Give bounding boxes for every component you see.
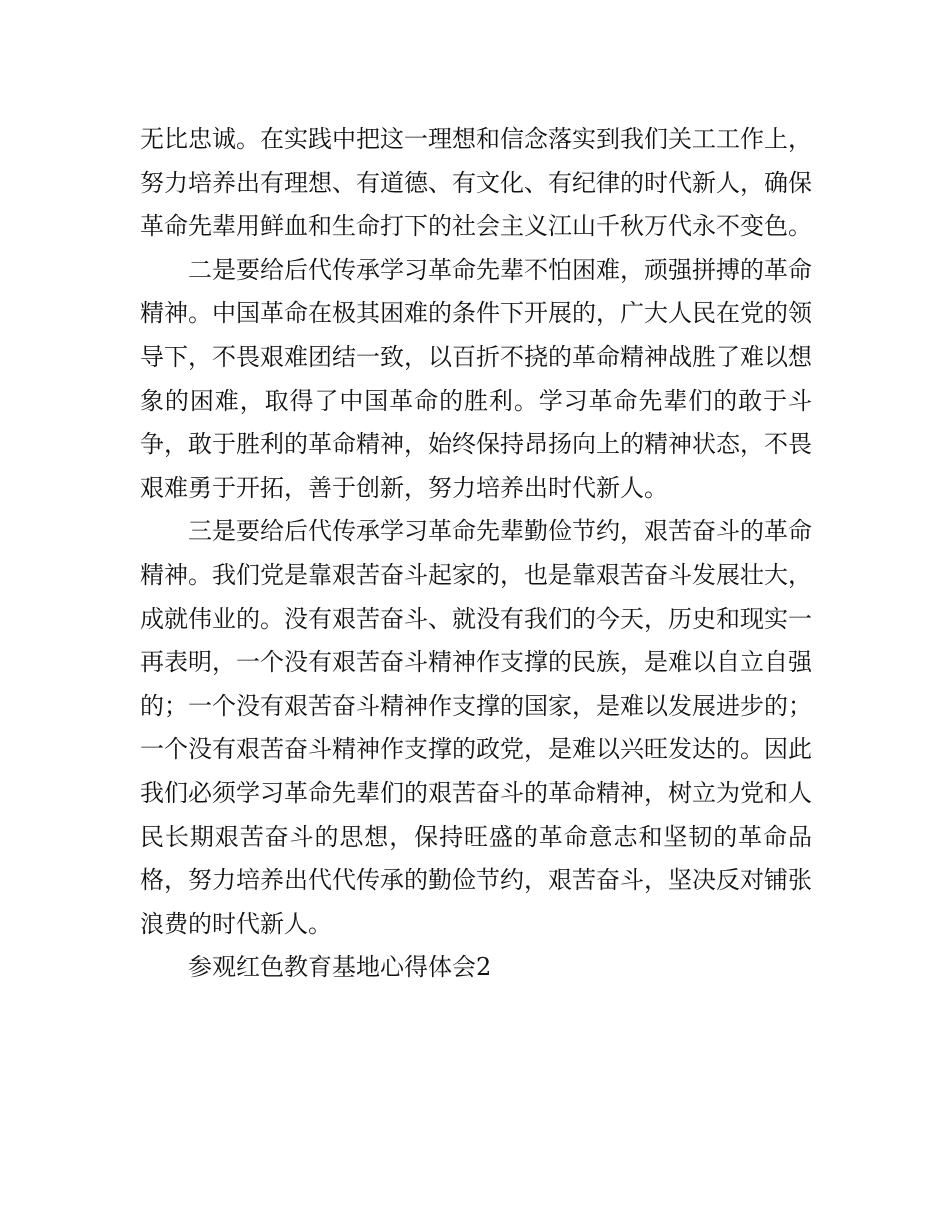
paragraph-second-point: 二是要给后代传承学习革命先辈不怕困难，顽强拼搏的革命精神。中国革命在极其困难的条件下开展的，广大人民在党的领导下，不畏艰难团结一致，以百折不挠的革命精神战胜了难以想象的困难，取得了中国革命的胜利。学习革命先辈们的敢于斗争，敢于胜利的革命精神，始终保持昂扬向上的精神状态，不畏艰难勇于开拓，善于创新，努力培养出时代新人。 [140, 255, 812, 502]
paragraph-continuation: 无比忠诚。在实践中把这一理想和信念落实到我们关工工作上，努力培养出有理想、有道德、有文化、有纪律的时代新人，确保革命先辈用鲜血和生命打下的社会主义江山千秋万代永不变色。 [140, 125, 812, 241]
document-body [140, 118, 812, 990]
paragraph-third-point: 三是要给后代传承学习革命先辈勤俭节约，艰苦奋斗的革命精神。我们党是靠艰苦奋斗起家的，也是靠艰苦奋斗发展壮大，成就伟业的。没有艰苦奋斗、就没有我们的今天，历史和现实一再表明，一个没有艰苦奋斗精神作支撑的民族，是难以自立自强的；一个没有艰苦奋斗精神作支撑的国家，是难以发展进步的；一个没有艰苦奋斗精神作支撑的政党，是难以兴旺发达的。因此我们必须学习革命先辈们的艰苦奋斗的革命精神，树立为党和人民长期艰苦奋斗的思想，保持旺盛的革命意志和坚韧的革命品格，努力培养出代代传承的勤俭节约，艰苦奋斗，坚决反对铺张浪费的时代新人。 [140, 517, 812, 938]
section-heading: 参观红色教育基地心得体会2 [188, 953, 492, 982]
